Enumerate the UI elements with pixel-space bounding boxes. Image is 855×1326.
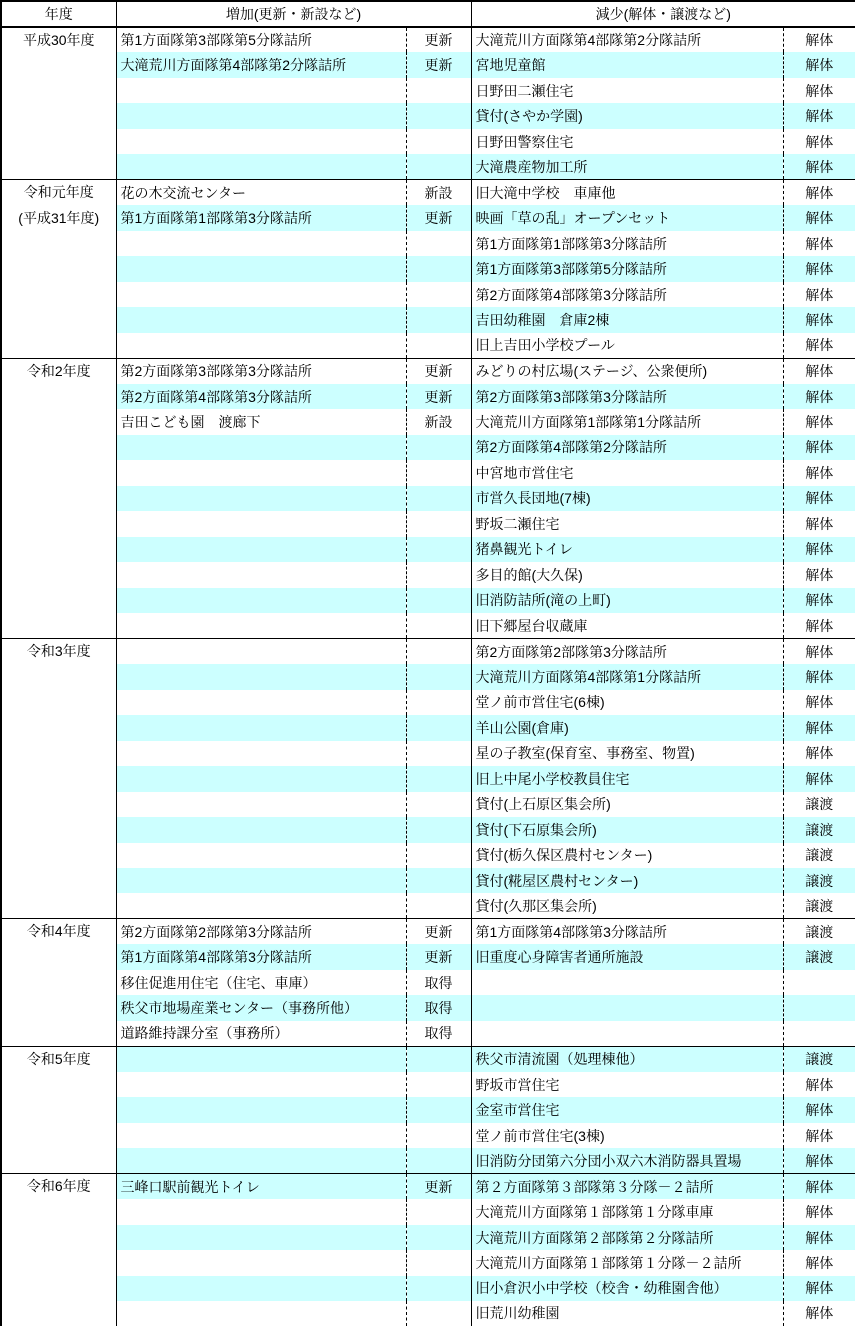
table-row xyxy=(1,970,855,995)
table-row xyxy=(1,1072,855,1097)
increase-status-cell xyxy=(406,588,471,613)
year-cell xyxy=(1,27,116,180)
increase-status-cell xyxy=(406,282,471,307)
header-increase: 増加(更新・新設など) xyxy=(116,1,471,27)
table-row xyxy=(1,1046,855,1071)
increase-name-cell xyxy=(116,588,406,613)
table-row xyxy=(1,1174,855,1199)
year-cell xyxy=(1,358,116,638)
decrease-name-cell: 旧消防分団第六分団小双六木消防器具置場 xyxy=(471,1148,783,1173)
decrease-name-cell xyxy=(471,995,783,1020)
year-label: 令和2年度 xyxy=(26,362,91,379)
increase-name-cell: 吉田こども園 渡廊下 xyxy=(116,409,406,434)
decrease-status-cell: 解体 xyxy=(783,664,855,689)
increase-name-cell xyxy=(116,613,406,638)
table-row xyxy=(1,307,855,332)
decrease-status-cell: 解体 xyxy=(783,180,855,205)
decrease-name-cell: 旧荒川幼稚園 xyxy=(471,1301,783,1326)
decrease-status-cell: 解体 xyxy=(805,566,834,583)
decrease-name-cell: みどりの村広場(ステージ、公衆便所) xyxy=(471,358,783,383)
table-row xyxy=(1,231,855,256)
increase-name-cell xyxy=(116,1148,406,1173)
increase-name-cell xyxy=(116,1301,406,1326)
decrease-name-cell: 第1方面隊第1部隊第3分隊詰所 xyxy=(471,231,783,256)
year-label: 令和元年度 xyxy=(23,184,94,201)
decrease-status-cell: 譲渡 xyxy=(805,897,834,914)
increase-status-cell xyxy=(406,460,471,485)
increase-status-cell xyxy=(406,843,471,868)
decrease-status-cell: 解体 xyxy=(805,1076,834,1093)
decrease-name-cell: 旧下郷屋台収蔵庫 xyxy=(471,613,783,638)
decrease-status-cell: 解体 xyxy=(805,286,834,303)
increase-status-cell: 更新 xyxy=(406,205,471,230)
decrease-name-cell: 旧消防詰所(滝の上町) xyxy=(471,588,783,613)
increase-name-cell xyxy=(116,1250,406,1275)
table-body xyxy=(1,27,855,1326)
table-row xyxy=(1,690,855,715)
decrease-status-cell: 譲渡 xyxy=(783,817,855,842)
increase-name-cell: 第1方面隊第4部隊第3分隊詰所 xyxy=(116,944,406,969)
decrease-status-cell: 解体 xyxy=(805,235,834,252)
year-label: 平成30年度 xyxy=(22,32,95,48)
increase-status-cell xyxy=(406,1225,471,1250)
increase-status-cell xyxy=(406,1148,471,1173)
increase-name-cell: 花の木交流センター xyxy=(116,180,406,205)
increase-status-cell xyxy=(406,333,471,358)
table-row xyxy=(1,562,855,587)
decrease-status-cell: 解体 xyxy=(805,745,834,762)
increase-status-cell xyxy=(406,435,471,460)
increase-name-cell xyxy=(116,639,406,664)
decrease-status-cell: 解体 xyxy=(783,537,855,562)
table-row xyxy=(1,1123,855,1148)
decrease-name-cell: 旧上吉田小学校プール xyxy=(471,333,783,358)
decrease-status-cell: 解体 xyxy=(805,82,834,99)
increase-name-cell xyxy=(116,231,406,256)
increase-status-cell xyxy=(406,231,471,256)
increase-status-cell xyxy=(406,1199,471,1224)
table-row xyxy=(1,180,855,205)
table-row xyxy=(1,893,855,918)
increase-status-cell xyxy=(406,78,471,103)
decrease-status-cell: 解体 xyxy=(783,384,855,409)
decrease-status-cell: 解体 xyxy=(805,1254,834,1271)
decrease-status-cell: 解体 xyxy=(783,1276,855,1301)
decrease-name-cell: 日野田二瀬住宅 xyxy=(471,78,783,103)
increase-name-cell xyxy=(116,307,406,332)
table-row xyxy=(1,868,855,893)
decrease-name-cell: 貸付(栃久保区農村センター) xyxy=(471,843,783,868)
increase-status-cell xyxy=(406,868,471,893)
table-row xyxy=(1,919,855,944)
increase-status-cell xyxy=(406,1046,471,1071)
increase-status-cell: 更新 xyxy=(406,944,471,969)
decrease-name-cell: 第2方面隊第2部隊第3分隊詰所 xyxy=(471,639,783,664)
increase-name-cell xyxy=(116,1123,406,1148)
table-row xyxy=(1,741,855,766)
increase-name-cell xyxy=(116,154,406,179)
table-row xyxy=(1,333,855,358)
decrease-status-cell: 解体 xyxy=(805,337,834,354)
increase-name-cell xyxy=(116,664,406,689)
increase-status-cell: 更新 xyxy=(406,358,471,383)
increase-name-cell xyxy=(116,690,406,715)
increase-status-cell: 更新 xyxy=(406,1174,471,1199)
decrease-name-cell: 大滝荒川方面隊第１部隊第１分隊車庫 xyxy=(471,1199,783,1224)
decrease-status-cell: 解体 xyxy=(783,103,855,128)
table-row xyxy=(1,995,855,1020)
decrease-name-cell: 日野田警察住宅 xyxy=(471,129,783,154)
increase-name-cell: 三峰口駅前観光トイレ xyxy=(116,1174,406,1199)
increase-name-cell xyxy=(116,435,406,460)
decrease-name-cell: 堂ノ前市営住宅(6棟) xyxy=(471,690,783,715)
increase-name-cell: 大滝荒川方面隊第4部隊第2分隊詰所 xyxy=(116,52,406,77)
increase-status-cell: 更新 xyxy=(406,27,471,52)
decrease-name-cell: 猪鼻観光トイレ xyxy=(471,537,783,562)
table-row xyxy=(1,613,855,638)
decrease-status-cell: 解体 xyxy=(783,715,855,740)
increase-status-cell: 新設 xyxy=(406,409,471,434)
decrease-status-cell: 解体 xyxy=(783,358,855,383)
decrease-name-cell: 宮地児童館 xyxy=(471,52,783,77)
table-row xyxy=(1,52,855,77)
increase-name-cell xyxy=(116,486,406,511)
increase-status-cell xyxy=(406,1072,471,1097)
table-row xyxy=(1,358,855,383)
decrease-status-cell: 解体 xyxy=(783,766,855,791)
increase-status-cell: 取得 xyxy=(406,1021,471,1046)
year-cell xyxy=(1,180,116,358)
increase-name-cell: 道路維持課分室（事務所） xyxy=(116,1021,406,1046)
increase-name-cell xyxy=(116,792,406,817)
increase-name-cell xyxy=(116,103,406,128)
table-row xyxy=(1,460,855,485)
increase-name-cell xyxy=(116,282,406,307)
decrease-name-cell xyxy=(471,970,783,995)
decrease-name-cell: 中宮地市営住宅 xyxy=(471,460,783,485)
decrease-name-cell: 貸付(糀屋区農村センター) xyxy=(471,868,783,893)
decrease-status-cell: 解体 xyxy=(783,27,855,52)
increase-name-cell xyxy=(116,766,406,791)
year-label: 令和4年度 xyxy=(26,923,91,940)
increase-name-cell xyxy=(116,893,406,918)
increase-status-cell xyxy=(406,537,471,562)
decrease-status-cell: 譲渡 xyxy=(805,847,834,864)
table-row xyxy=(1,384,855,409)
year-label: 令和5年度 xyxy=(26,1050,91,1067)
table-row xyxy=(1,715,855,740)
year-label: (平成31年度) xyxy=(18,209,100,226)
table-row xyxy=(1,1097,855,1122)
increase-name-cell xyxy=(116,868,406,893)
increase-name-cell xyxy=(116,1046,406,1071)
increase-status-cell xyxy=(406,664,471,689)
increase-name-cell xyxy=(116,741,406,766)
decrease-name-cell: 大滝荒川方面隊第1部隊第1分隊詰所 xyxy=(471,409,783,434)
increase-name-cell xyxy=(116,537,406,562)
decrease-name-cell: 旧大滝中学校 車庫他 xyxy=(471,180,783,205)
decrease-status-cell: 解体 xyxy=(805,694,834,711)
decrease-status-cell: 解体 xyxy=(783,639,855,664)
increase-name-cell xyxy=(116,129,406,154)
increase-name-cell xyxy=(116,1276,406,1301)
decrease-status-cell: 解体 xyxy=(805,617,834,634)
table-row xyxy=(1,78,855,103)
decrease-name-cell: 大滝荒川方面隊第4部隊第1分隊詰所 xyxy=(471,664,783,689)
increase-status-cell xyxy=(406,562,471,587)
table-row xyxy=(1,1021,855,1046)
decrease-name-cell: 貸付(下石原集会所) xyxy=(471,817,783,842)
increase-name-cell xyxy=(116,817,406,842)
increase-status-cell: 取得 xyxy=(406,995,471,1020)
decrease-name-cell: 大滝荒川方面隊第１部隊第１分隊－２詰所 xyxy=(471,1250,783,1275)
decrease-status-cell: 解体 xyxy=(805,133,834,150)
year-cell xyxy=(1,1046,116,1173)
year-cell xyxy=(1,1174,116,1326)
increase-name-cell: 第2方面隊第2部隊第3分隊詰所 xyxy=(116,919,406,944)
increase-status-cell xyxy=(406,1250,471,1275)
decrease-name-cell: 第2方面隊第4部隊第3分隊詰所 xyxy=(471,282,783,307)
decrease-status-cell: 解体 xyxy=(783,486,855,511)
table-row xyxy=(1,486,855,511)
decrease-status-cell: 譲渡 xyxy=(783,1046,855,1071)
table-row xyxy=(1,1225,855,1250)
increase-status-cell xyxy=(406,741,471,766)
increase-status-cell xyxy=(406,307,471,332)
decrease-status-cell: 解体 xyxy=(783,52,855,77)
increase-name-cell xyxy=(116,1199,406,1224)
table-row xyxy=(1,1148,855,1173)
decrease-name-cell: 野坂市営住宅 xyxy=(471,1072,783,1097)
increase-name-cell xyxy=(116,1097,406,1122)
decrease-status-cell: 譲渡 xyxy=(805,796,834,813)
decrease-status-cell: 解体 xyxy=(783,1225,855,1250)
increase-status-cell xyxy=(406,766,471,791)
increase-status-cell: 更新 xyxy=(406,919,471,944)
decrease-status-cell: 解体 xyxy=(783,1148,855,1173)
table-row xyxy=(1,639,855,664)
increase-name-cell: 第1方面隊第3部隊第5分隊詰所 xyxy=(116,27,406,52)
increase-status-cell xyxy=(406,715,471,740)
increase-status-cell xyxy=(406,154,471,179)
header-row xyxy=(1,1,855,27)
decrease-status-cell: 解体 xyxy=(805,414,834,430)
increase-status-cell xyxy=(406,1276,471,1301)
decrease-name-cell: 金室市営住宅 xyxy=(471,1097,783,1122)
year-cell xyxy=(1,639,116,919)
decrease-name-cell: 第1方面隊第3部隊第5分隊詰所 xyxy=(471,256,783,281)
table-row xyxy=(1,435,855,460)
decrease-name-cell: 吉田幼稚園 倉庫2棟 xyxy=(471,307,783,332)
decrease-status-cell: 解体 xyxy=(783,154,855,179)
table-row xyxy=(1,103,855,128)
decrease-status-cell: 解体 xyxy=(805,464,834,481)
increase-status-cell: 新設 xyxy=(406,180,471,205)
increase-status-cell xyxy=(406,103,471,128)
increase-name-cell xyxy=(116,511,406,536)
table-row xyxy=(1,792,855,817)
increase-status-cell xyxy=(406,1301,471,1326)
decrease-name-cell: 貸付(久那区集会所) xyxy=(471,893,783,918)
increase-name-cell: 第2方面隊第3部隊第3分隊詰所 xyxy=(116,358,406,383)
year-label: 令和3年度 xyxy=(26,643,91,660)
table-row xyxy=(1,1199,855,1224)
table-row xyxy=(1,205,855,230)
decrease-status-cell: 解体 xyxy=(783,256,855,281)
increase-status-cell xyxy=(406,893,471,918)
decrease-status-cell: 解体 xyxy=(805,1127,834,1144)
decrease-status-cell: 譲渡 xyxy=(783,944,855,969)
table-row xyxy=(1,256,855,281)
decrease-status-cell: 解体 xyxy=(783,1097,855,1122)
increase-name-cell: 移住促進用住宅（住宅、車庫） xyxy=(116,970,406,995)
table-row xyxy=(1,129,855,154)
table-row xyxy=(1,664,855,689)
decrease-status-cell: 解体 xyxy=(805,1305,834,1322)
increase-status-cell: 取得 xyxy=(406,970,471,995)
decrease-name-cell: 旧小倉沢小中学校（校舎・幼稚園舎他） xyxy=(471,1276,783,1301)
increase-status-cell xyxy=(406,1097,471,1122)
decrease-name-cell: 大滝農産物加工所 xyxy=(471,154,783,179)
increase-name-cell xyxy=(116,1072,406,1097)
decrease-name-cell: 第２方面隊第３部隊第３分隊－２詰所 xyxy=(471,1174,783,1199)
increase-status-cell xyxy=(406,613,471,638)
decrease-name-cell: 野坂二瀬住宅 xyxy=(471,511,783,536)
header-decrease: 減少(解体・譲渡など) xyxy=(471,1,855,27)
decrease-name-cell: 堂ノ前市営住宅(3棟) xyxy=(471,1123,783,1148)
increase-status-cell xyxy=(406,690,471,715)
decrease-status-cell: 譲渡 xyxy=(783,919,855,944)
increase-status-cell xyxy=(406,1123,471,1148)
increase-name-cell xyxy=(116,333,406,358)
table-row xyxy=(1,944,855,969)
increase-status-cell xyxy=(406,486,471,511)
table-row xyxy=(1,27,855,52)
decrease-status-cell: 解体 xyxy=(805,515,834,532)
increase-name-cell: 第1方面隊第1部隊第3分隊詰所 xyxy=(116,205,406,230)
decrease-name-cell: 映画「草の乱」オープンセット xyxy=(471,205,783,230)
increase-name-cell: 秩父市地場産業センター（事務所他） xyxy=(116,995,406,1020)
table-row xyxy=(1,537,855,562)
decrease-name-cell: 旧上中尾小学校教員住宅 xyxy=(471,766,783,791)
year-cell xyxy=(1,919,116,1046)
table-row xyxy=(1,843,855,868)
decrease-status-cell: 解体 xyxy=(783,307,855,332)
year-label: 令和6年度 xyxy=(26,1178,91,1195)
table-row xyxy=(1,409,855,434)
decrease-name-cell: 第1方面隊第4部隊第3分隊詰所 xyxy=(471,919,783,944)
table-row xyxy=(1,282,855,307)
increase-status-cell xyxy=(406,639,471,664)
decrease-status-cell xyxy=(783,1021,855,1046)
decrease-status-cell: 解体 xyxy=(783,588,855,613)
increase-status-cell: 更新 xyxy=(406,52,471,77)
table-row xyxy=(1,154,855,179)
table-row xyxy=(1,1301,855,1326)
decrease-name-cell xyxy=(471,1021,783,1046)
increase-status-cell xyxy=(406,129,471,154)
increase-name-cell xyxy=(116,460,406,485)
decrease-status-cell: 解体 xyxy=(783,1174,855,1199)
increase-status-cell xyxy=(406,792,471,817)
decrease-status-cell xyxy=(783,995,855,1020)
decrease-status-cell: 解体 xyxy=(805,1204,834,1221)
table-row xyxy=(1,766,855,791)
decrease-name-cell: 秩父市清流園（処理棟他） xyxy=(471,1046,783,1071)
increase-status-cell xyxy=(406,817,471,842)
decrease-name-cell: 星の子教室(保育室、事務室、物置) xyxy=(471,741,783,766)
decrease-name-cell: 旧重度心身障害者通所施設 xyxy=(471,944,783,969)
table-row xyxy=(1,588,855,613)
increase-name-cell xyxy=(116,715,406,740)
decrease-name-cell: 第2方面隊第4部隊第2分隊詰所 xyxy=(471,435,783,460)
decrease-status-cell xyxy=(783,970,855,995)
decrease-name-cell: 羊山公園(倉庫) xyxy=(471,715,783,740)
header-year: 年度 xyxy=(1,1,116,27)
decrease-name-cell: 第2方面隊第3部隊第3分隊詰所 xyxy=(471,384,783,409)
table-row xyxy=(1,1250,855,1275)
table-row xyxy=(1,817,855,842)
decrease-name-cell: 市営久長団地(7棟) xyxy=(471,486,783,511)
decrease-name-cell: 大滝荒川方面隊第4部隊第2分隊詰所 xyxy=(471,27,783,52)
decrease-status-cell: 解体 xyxy=(783,205,855,230)
decrease-status-cell: 解体 xyxy=(783,435,855,460)
increase-name-cell xyxy=(116,843,406,868)
decrease-status-cell: 譲渡 xyxy=(783,868,855,893)
increase-name-cell: 第2方面隊第4部隊第3分隊詰所 xyxy=(116,384,406,409)
table-row xyxy=(1,1276,855,1301)
increase-status-cell: 更新 xyxy=(406,384,471,409)
decrease-name-cell: 多目的館(大久保) xyxy=(471,562,783,587)
decrease-name-cell: 大滝荒川方面隊第２部隊第２分隊詰所 xyxy=(471,1225,783,1250)
increase-name-cell xyxy=(116,1225,406,1250)
increase-name-cell xyxy=(116,256,406,281)
increase-status-cell xyxy=(406,511,471,536)
increase-status-cell xyxy=(406,256,471,281)
decrease-name-cell: 貸付(さやか学園) xyxy=(471,103,783,128)
table-row xyxy=(1,511,855,536)
increase-name-cell xyxy=(116,78,406,103)
decrease-name-cell: 貸付(上石原区集会所) xyxy=(471,792,783,817)
increase-name-cell xyxy=(116,562,406,587)
